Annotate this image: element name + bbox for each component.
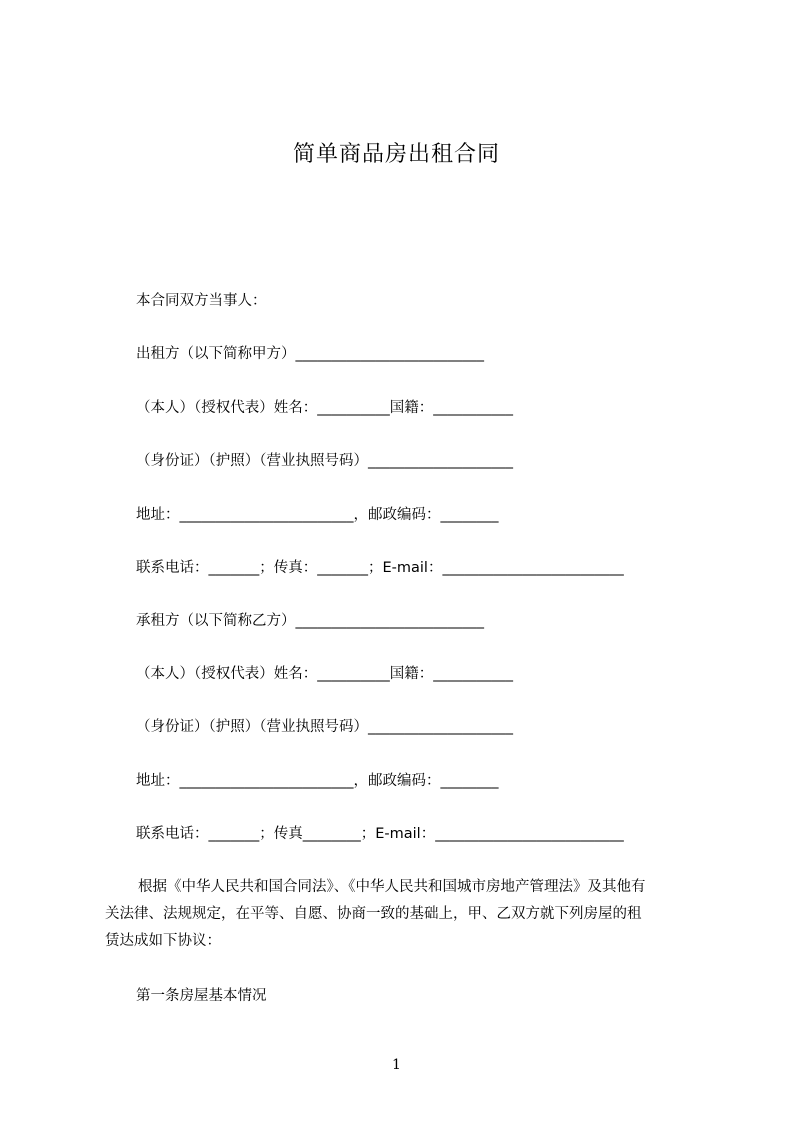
lessee-id-number: （身份证）（护照）（营业执照号码）____________________ <box>136 719 513 735</box>
lessor-address: 地址：________________________，邮政编码：________ <box>136 507 499 523</box>
lessee-name-nationality: （本人）（授权代表）姓名：__________国籍：___________ <box>136 666 513 682</box>
page-number: 1 <box>392 1057 401 1073</box>
lessee-line: 承租方（以下简称乙方）__________________________ <box>136 613 484 629</box>
document-title: 简单商品房出租合同 <box>292 142 500 167</box>
lessee-address: 地址：________________________，邮政编码：________ <box>136 773 499 789</box>
legal-basis-line-1: 根据《中华人民共和国合同法》、《中华人民共和国城市房地产管理法》及其他有 <box>138 879 646 895</box>
lessor-name-nationality: （本人）（授权代表）姓名：__________国籍：___________ <box>136 400 513 416</box>
section-heading: 第一条房屋基本情况 <box>136 988 267 1004</box>
parties-intro: 本合同双方当事人： <box>136 293 267 309</box>
lessor-line: 出租方（以下简称甲方）__________________________ <box>136 346 484 362</box>
lessor-contact: 联系电话：_______；传真：_______；E-mail：_________________________ <box>136 560 624 576</box>
legal-basis-paragraph <box>105 874 705 955</box>
legal-basis-line-2: 关法律、法规规定，在平等、自愿、协商一致的基础上，甲、乙双方就下列房屋的租 <box>105 906 642 922</box>
lessor-id-number: （身份证）（护照）（营业执照号码）____________________ <box>136 453 513 469</box>
lessee-contact: 联系电话：_______；传真________；E-mail：__________________________ <box>136 826 624 842</box>
legal-basis-line-3: 赁达成如下协议： <box>105 933 221 949</box>
